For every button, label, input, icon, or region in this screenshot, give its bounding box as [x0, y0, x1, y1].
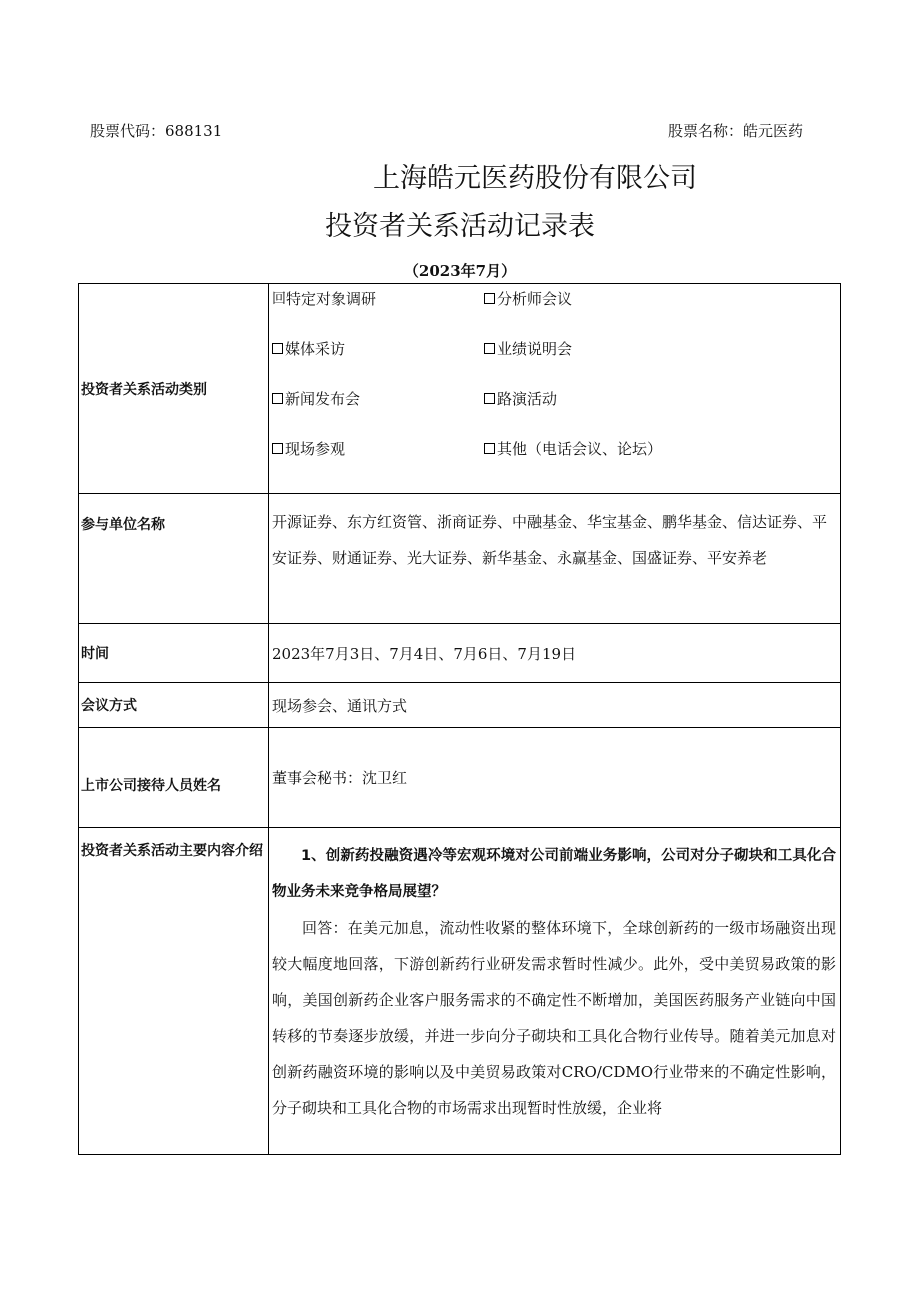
- activity-option[interactable]: [272, 284, 484, 334]
- row-method: [79, 683, 841, 728]
- participants-value: 开源证券、东方红资管、浙商证券、中融基金、华宝基金、鹏华基金、信达证券、平安证券、财通证券、光大证券、新华基金、永赢基金、国盛证券、平安养老: [272, 513, 828, 567]
- activity-record-table: [78, 283, 841, 1155]
- company-title: 上海皓元医药股份有限公司: [373, 163, 697, 194]
- activity-option[interactable]: [272, 434, 484, 484]
- activity-option-label: 现场参观: [285, 440, 346, 458]
- row-activity-type: [79, 284, 841, 494]
- content-label: 投资者关系活动主要内容介绍: [79, 828, 269, 1155]
- row-time: [79, 624, 841, 683]
- row-content: [79, 828, 841, 1155]
- unchecked-box-icon: [484, 443, 495, 454]
- activity-option[interactable]: [272, 334, 484, 384]
- checkbox-grid: [272, 284, 836, 484]
- time-value: 2023年7月3日、7月4日、7月6日、7月19日: [269, 624, 841, 683]
- unchecked-box-icon: [272, 393, 283, 404]
- activity-type-options: [269, 284, 841, 494]
- content-body: [272, 828, 836, 1126]
- activity-option[interactable]: [484, 434, 836, 484]
- stock-name: 股票名称：皓元医药: [668, 122, 804, 140]
- activity-option[interactable]: [272, 384, 484, 434]
- checked-box-icon: 回: [272, 291, 286, 307]
- activity-option-label: 分析师会议: [497, 290, 573, 308]
- activity-option-label: 媒体采访: [285, 340, 346, 358]
- unchecked-box-icon: [484, 343, 495, 354]
- answer-1: 回答：在美元加息，流动性收紧的整体环境下，全球创新药的一级市场融资出现较大幅度地回落，下游创新药行业研发需求暂时性减少。此外，受中美贸易政策的影响，美国创新药企业客户服务需求的不确定性不断增加，美国医药服务产业链向中国转移的节奏逐步放缓，并进一步向分子砌块和工具化合物行业传导。随着美元加息对创新药融资环境的影响以及中美贸易政策对CRO/CDMO行业带来的不确定性影响，分子砌块和工具化合物的市场需求出现暂时性放缓，企业将: [272, 919, 836, 1117]
- unchecked-box-icon: [484, 393, 495, 404]
- receptionist-label: 上市公司接待人员姓名: [79, 728, 269, 828]
- row-receptionist: [79, 728, 841, 828]
- activity-option-label: 其他（电话会议、论坛）: [497, 440, 663, 458]
- stock-code: 股票代码：688131: [90, 122, 223, 140]
- form-title: 投资者关系活动记录表: [325, 211, 595, 242]
- method-label: 会议方式: [79, 683, 269, 728]
- unchecked-box-icon: [272, 443, 283, 454]
- question-1: 1、创新药投融资遇冷等宏观环境对公司前端业务影响，公司对分子砌块和工具化合物业务未来竞争格局展望？: [272, 848, 836, 900]
- activity-option-label: 特定对象调研: [286, 290, 377, 308]
- activity-option[interactable]: [484, 384, 836, 434]
- unchecked-box-icon: [484, 293, 495, 304]
- activity-option[interactable]: [484, 334, 836, 384]
- time-label: 时间: [79, 624, 269, 683]
- activity-type-label: 投资者关系活动类别: [79, 284, 269, 494]
- receptionist-value: 董事会秘书：沈卫红: [269, 728, 841, 828]
- method-value: 现场参会、通讯方式: [269, 683, 841, 728]
- activity-option-label: 新闻发布会: [285, 390, 361, 408]
- activity-option[interactable]: [484, 284, 836, 334]
- activity-option-label: 路演活动: [497, 390, 558, 408]
- unchecked-box-icon: [272, 343, 283, 354]
- report-period: （2023年7月）: [403, 262, 517, 280]
- row-participants: [79, 494, 841, 624]
- activity-option-label: 业绩说明会: [497, 340, 573, 358]
- participants-label: 参与单位名称: [79, 494, 269, 624]
